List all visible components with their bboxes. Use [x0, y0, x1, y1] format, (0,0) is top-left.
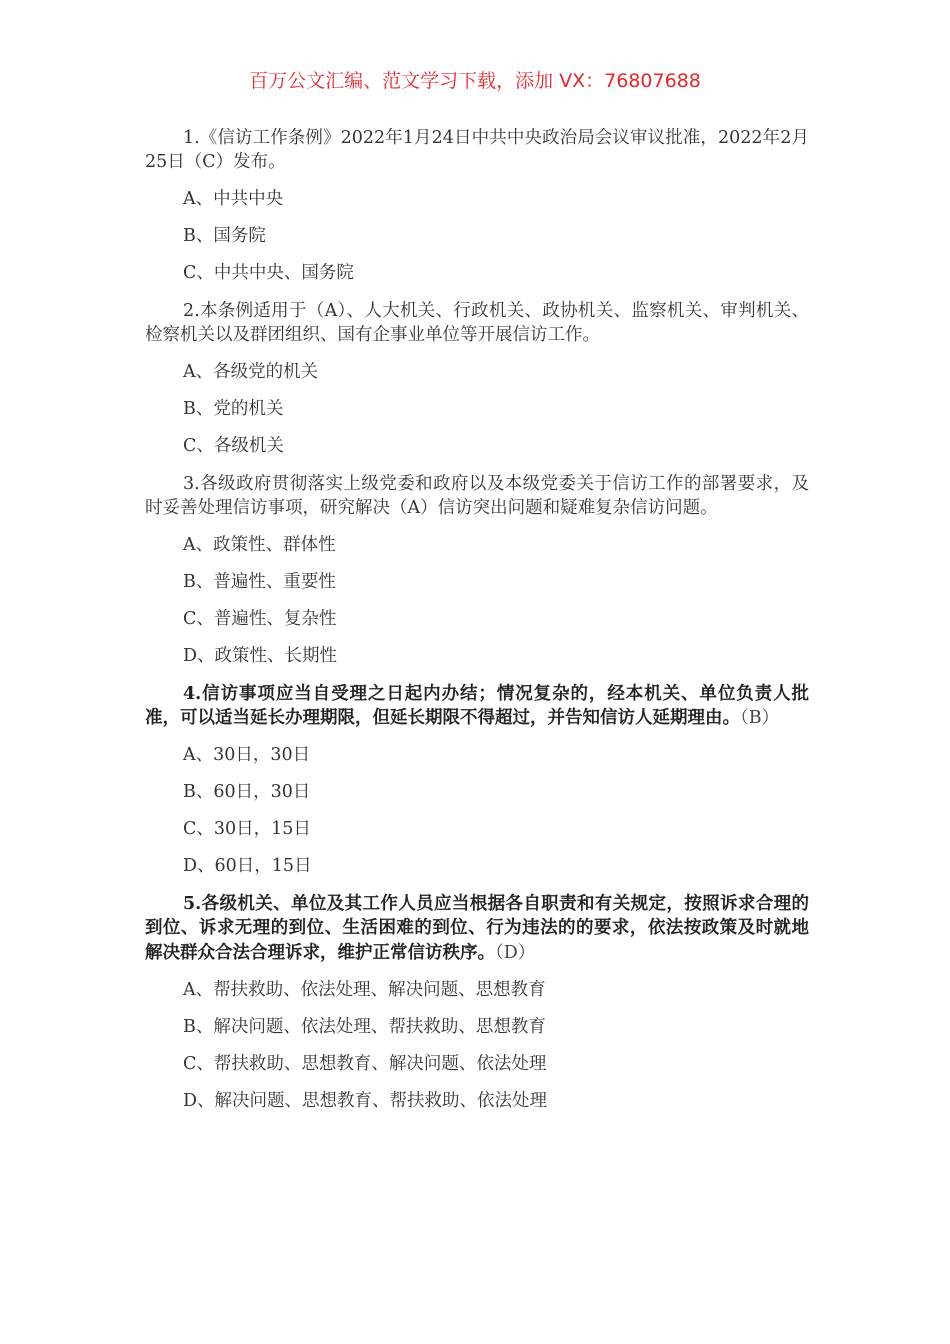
stem-text: 5.各级机关、单位及其工作人员应当根据各自职责和有关规定，按照诉求合理的到位、诉求无理的到位、生活困难的到位、行为违法的的要求，依法按政策及时就地解决群众合法合理诉求，维护正常信访秩序。: [145, 893, 809, 963]
answer-label: （D）: [495, 942, 536, 963]
question-stem: [145, 119, 809, 181]
option: C、帮扶救助、思想教育、解决问题、依法处理: [183, 1053, 547, 1074]
option: B、60日，30日: [183, 782, 311, 802]
watermark-header: 百万公文汇编、范文学习下载，添加 VX：76807688: [249, 70, 701, 92]
document-body: [145, 119, 809, 1120]
stem-text: 3.各级政府贯彻落实上级党委和政府以及本级党委关于信访工作的部署要求，及时妥善处理信访事项，研究解决（A）信访突出问题和疑难复杂信访问题。: [145, 473, 809, 518]
stem-text: 2.本条例适用于（A）、人大机关、行政机关、政协机关、监察机关、审判机关、检察机关以及群团组织、国有企事业单位等开展信访工作。: [145, 300, 809, 345]
question-4: [145, 675, 809, 885]
option: A、中共中央: [183, 189, 284, 209]
question-stem: [145, 885, 809, 972]
option: C、30日，15日: [183, 819, 311, 839]
option: A、各级党的机关: [183, 362, 319, 382]
option: B、普遍性、重要性: [183, 572, 336, 592]
option: A、30日，30日: [183, 745, 311, 765]
option: B、解决问题、依法处理、帮扶救助、思想教育: [183, 1016, 546, 1037]
question-stem: [145, 292, 809, 354]
answer-label: （B）: [740, 708, 780, 728]
option: A、政策性、群体性: [183, 535, 336, 555]
question-2: [145, 292, 809, 465]
option: B、国务院: [183, 226, 266, 246]
option: C、普遍性、复杂性: [183, 609, 337, 629]
option: D、60日，15日: [183, 856, 312, 876]
option: A、帮扶救助、依法处理、解决问题、思想教育: [183, 979, 546, 1000]
option: B、党的机关: [183, 399, 284, 419]
option: D、解决问题、思想教育、帮扶救助、依法处理: [183, 1090, 548, 1111]
question-5: [145, 885, 809, 1120]
question-3: [145, 465, 809, 675]
option: C、各级机关: [183, 436, 284, 456]
question-1: [145, 119, 809, 292]
question-stem: [145, 675, 809, 737]
stem-text: 1.《信访工作条例》2022年1月24日中共中央政治局会议审议批准，2022年2月25日（C）发布。: [145, 127, 809, 172]
question-stem: [145, 465, 809, 527]
option: D、政策性、长期性: [183, 646, 338, 666]
stem-text: 4.信访事项应当自受理之日起内办结；情况复杂的，经本机关、单位负责人批准，可以适当延长办理期限，但延长期限不得超过，并告知信访人延期理由。: [145, 683, 809, 728]
option: C、中共中央、国务院: [183, 263, 354, 283]
